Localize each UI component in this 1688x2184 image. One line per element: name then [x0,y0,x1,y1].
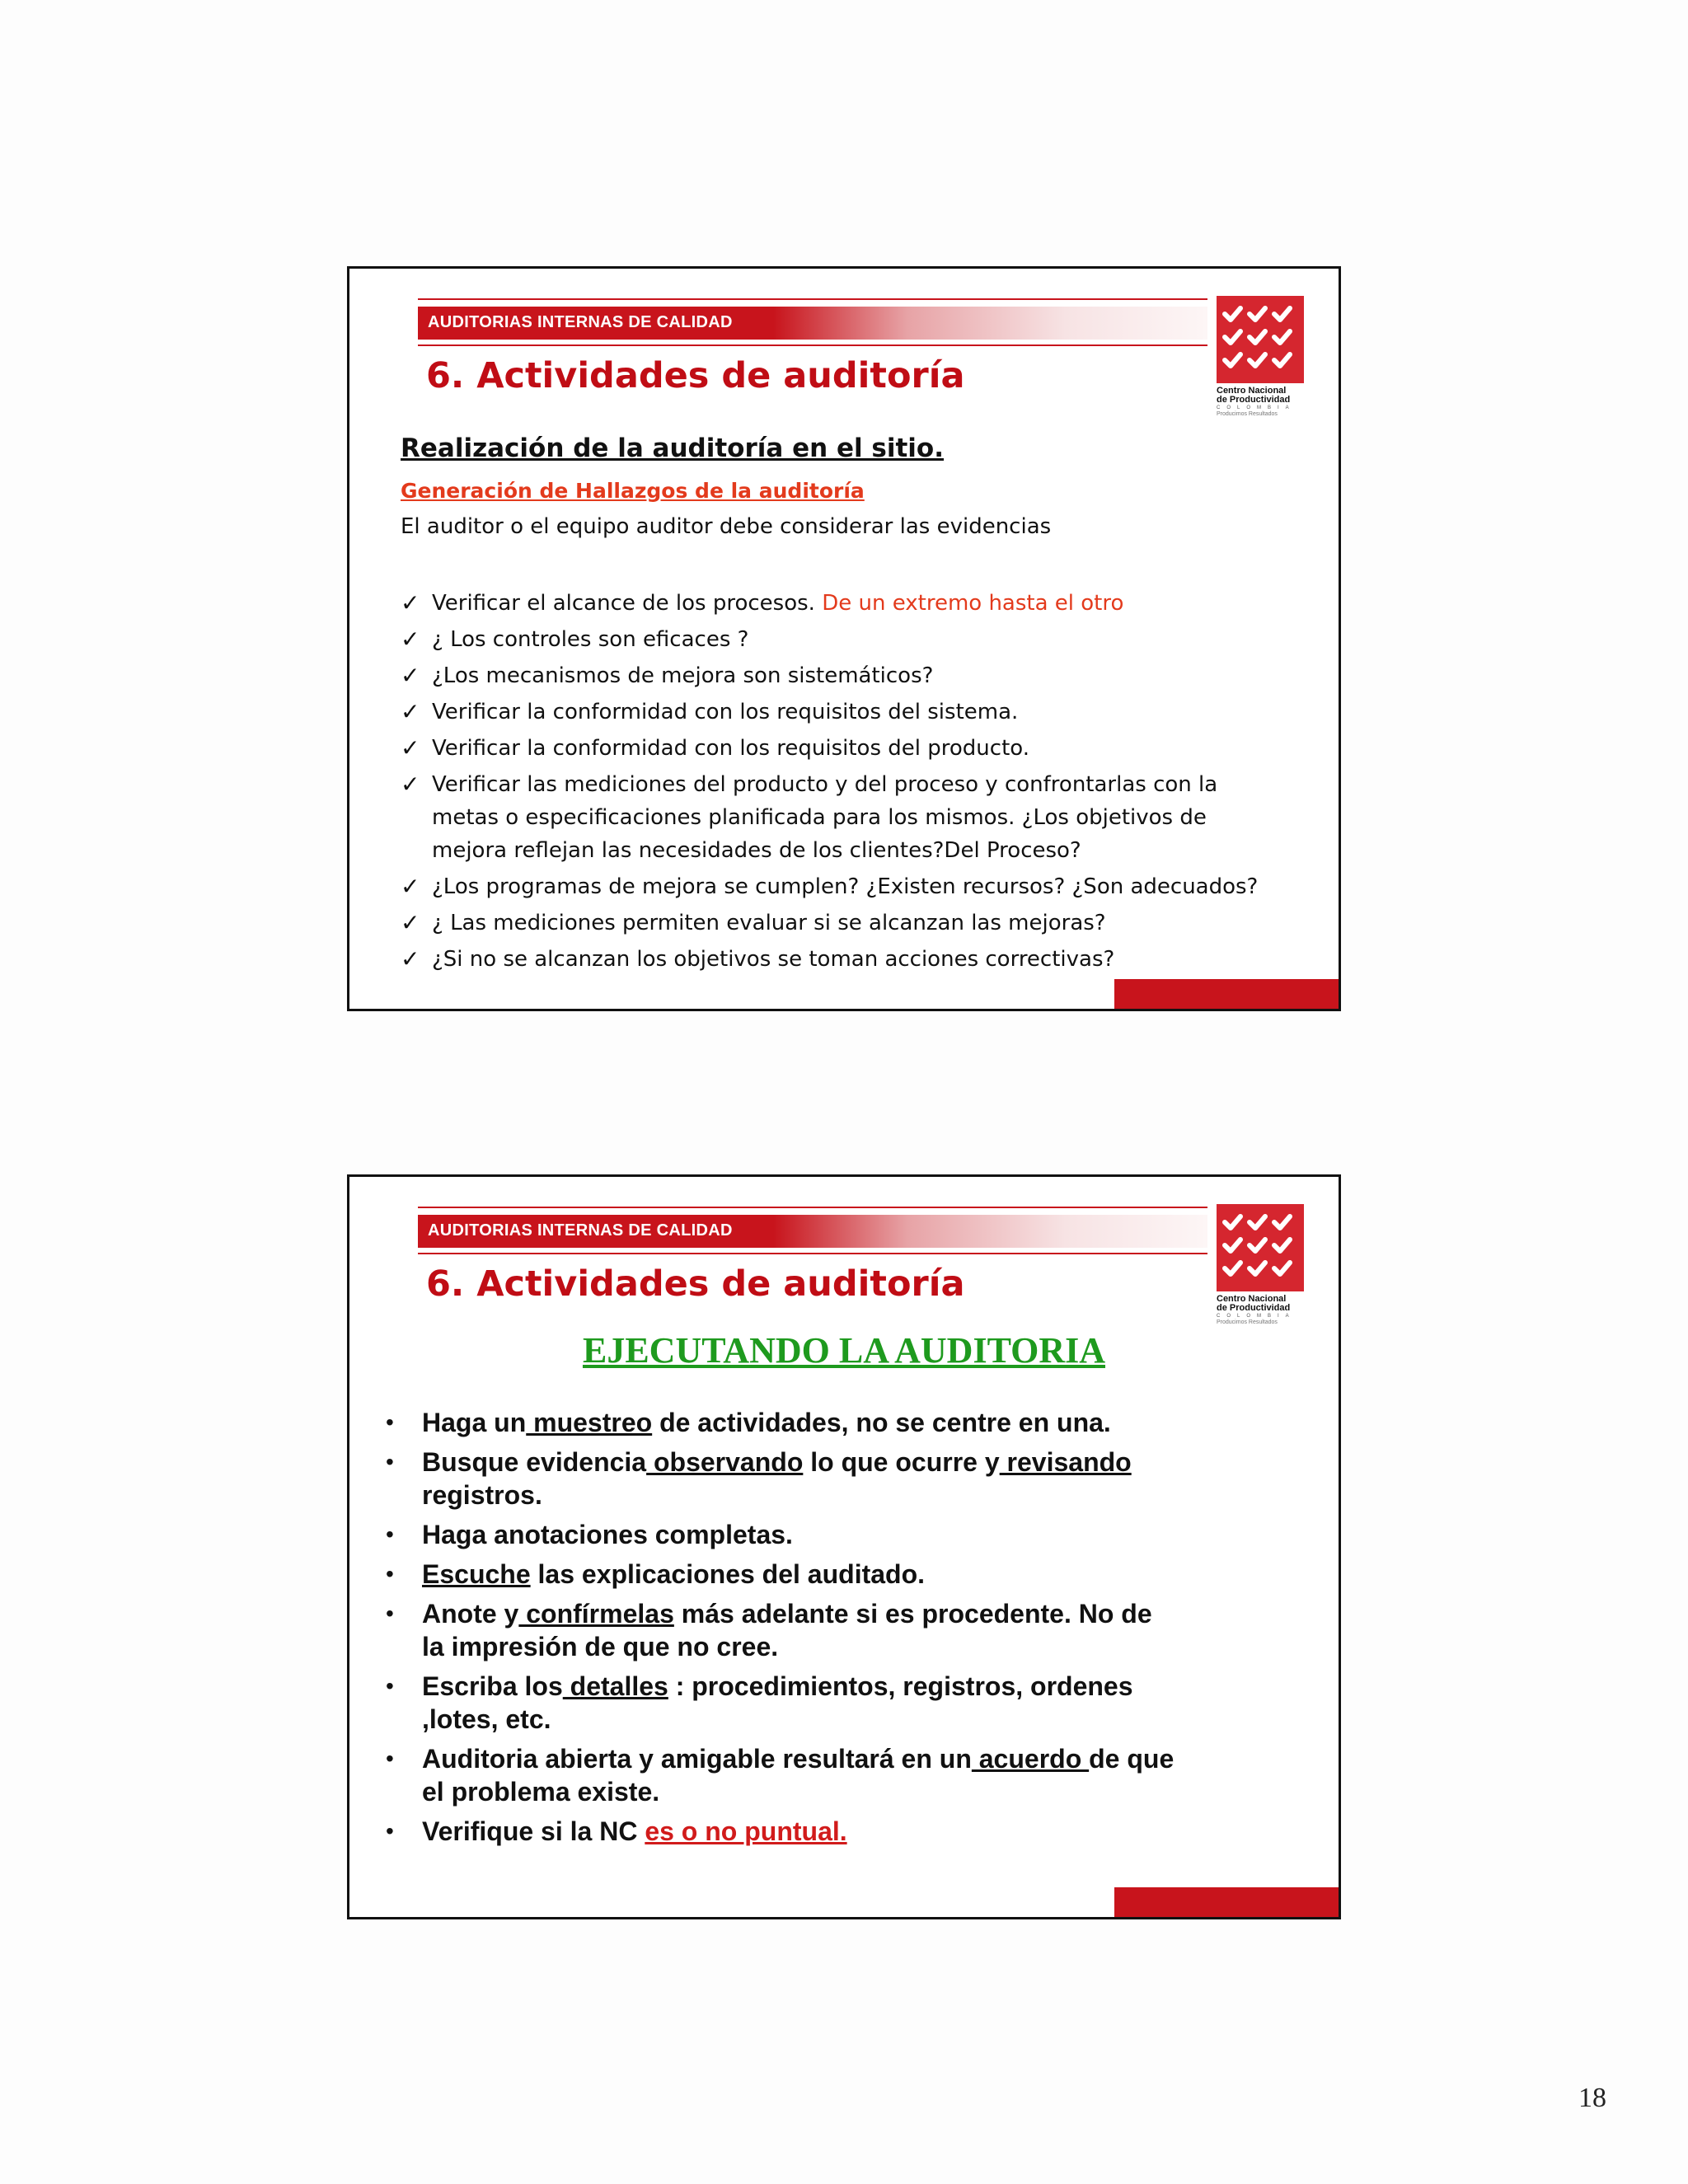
bullet-icon: • [386,1673,394,1699]
logo-text-line2: de Productividad [1217,1303,1291,1313]
slide-title: 6. Actividades de auditoría [426,355,965,396]
checkmark-icon: ✓ [401,945,420,972]
checkmark-icon: ✓ [401,909,420,936]
checkmarks-logo-icon [1217,1204,1304,1291]
section-subtitle: Realización de la auditoría en el sitio. [401,434,945,463]
checkmark-icon: ✓ [401,734,420,762]
cnp-logo [1217,296,1309,418]
checklist [401,585,1258,977]
list-item: ✓ Verificar la conformidad con los requisitos del producto. [401,730,1258,766]
list-item: ✓ ¿Si no se alcanzan los objetivos se toman acciones correctivas? [401,941,1258,977]
checkmark-icon: ✓ [401,698,420,725]
list-item: ✓ ¿Los programas de mejora se cumplen? ¿Existen recursos? ¿Son adecuados? [401,869,1258,905]
page-number: 18 [1578,2083,1606,2113]
list-item: • Anote y confírmelas más adelante si es procedente. No de la impresión de que no cree. [386,1599,1152,1661]
bullet-icon: • [386,1561,394,1586]
logo-text-line2: de Productividad [1217,395,1291,405]
slide-title: 6. Actividades de auditoría [426,1263,965,1305]
list-item: ✓ Verificar el alcance de los procesos. De un extremo hasta el otro [401,585,1258,621]
header-rule-top [418,1207,1207,1208]
header-rule-bottom [418,344,1207,346]
header-band [418,307,1207,340]
list-item: • Haga un muestreo de actividades, no se centre en una. [386,1408,1111,1437]
section-heading: EJECUTANDO LA AUDITORIA [582,1330,1106,1371]
header-band [418,1215,1207,1248]
cnp-logo [1217,1204,1309,1326]
logo-text-line1: Centro Nacional [1217,1294,1287,1304]
checkmarks-logo-icon [1217,296,1304,383]
list-item: • Verifique si la NC es o no puntual. [386,1816,847,1846]
section-subheading: Generación de Hallazgos de la auditoría [401,479,865,503]
highlight-text: De un extremo hasta el otro [822,591,1124,616]
header-label: AUDITORIAS INTERNAS DE CALIDAD [428,313,733,331]
logo-text-line4: Producimos Resultados [1217,411,1278,417]
slide-2 [347,1174,1341,1919]
slide-1 [347,266,1341,1011]
corner-accent [1114,1887,1339,1917]
list-item: • Escriba los detalles : procedimientos, registros, ordenes ,lotes, etc. [386,1671,1133,1734]
logo-text-line3: COLOMBIA [1217,405,1296,410]
intro-text: El auditor o el equipo auditor debe considerar las evidencias [401,514,1052,539]
bullet-icon: • [386,1449,394,1474]
bullet-icon: • [386,1409,394,1435]
logo-text-line4: Producimos Resultados [1217,1319,1278,1325]
logo-text-line3: COLOMBIA [1217,1314,1296,1319]
list-item: • Busque evidencia observando lo que ocurre y revisando registros. [386,1447,1132,1510]
logo-text-line1: Centro Nacional [1217,386,1287,396]
checkmark-icon: ✓ [401,626,420,653]
list-item: ✓ ¿Los mecanismos de mejora son sistemáticos? [401,658,1258,694]
bullet-icon: • [386,1818,394,1844]
header-rule-top [418,298,1207,300]
corner-accent [1114,979,1339,1009]
list-item: ✓ Verificar la conformidad con los requisitos del sistema. [401,694,1258,730]
bullet-icon: • [386,1746,394,1771]
bullet-icon: • [386,1521,394,1547]
list-item: ✓ Verificar las mediciones del producto y del proceso y confrontarlas con la metas o especificaciones planificada para los mismos. ¿Los objetivos de mejora reflejan las necesidades de los clientes?Del Proceso? [401,768,1258,867]
checkmark-icon: ✓ [401,662,420,689]
list-item: ✓ ¿ Las mediciones permiten evaluar si se alcanzan las mejoras? [401,905,1258,941]
list-item: • Auditoria abierta y amigable resultará en un acuerdo de que el problema existe. [386,1744,1175,1807]
list-item: • Escuche las explicaciones del auditado. [386,1559,926,1589]
checkmark-icon: ✓ [401,771,420,798]
bullet-list [386,1406,1174,1854]
list-item: ✓ ¿ Los controles son eficaces ? [401,621,1258,658]
bullet-icon: • [386,1601,394,1626]
checkmark-icon: ✓ [401,873,420,900]
list-item: • Haga anotaciones completas. [386,1520,793,1549]
header-label: AUDITORIAS INTERNAS DE CALIDAD [428,1221,733,1240]
checkmark-icon: ✓ [401,589,420,616]
header-rule-bottom [418,1253,1207,1254]
